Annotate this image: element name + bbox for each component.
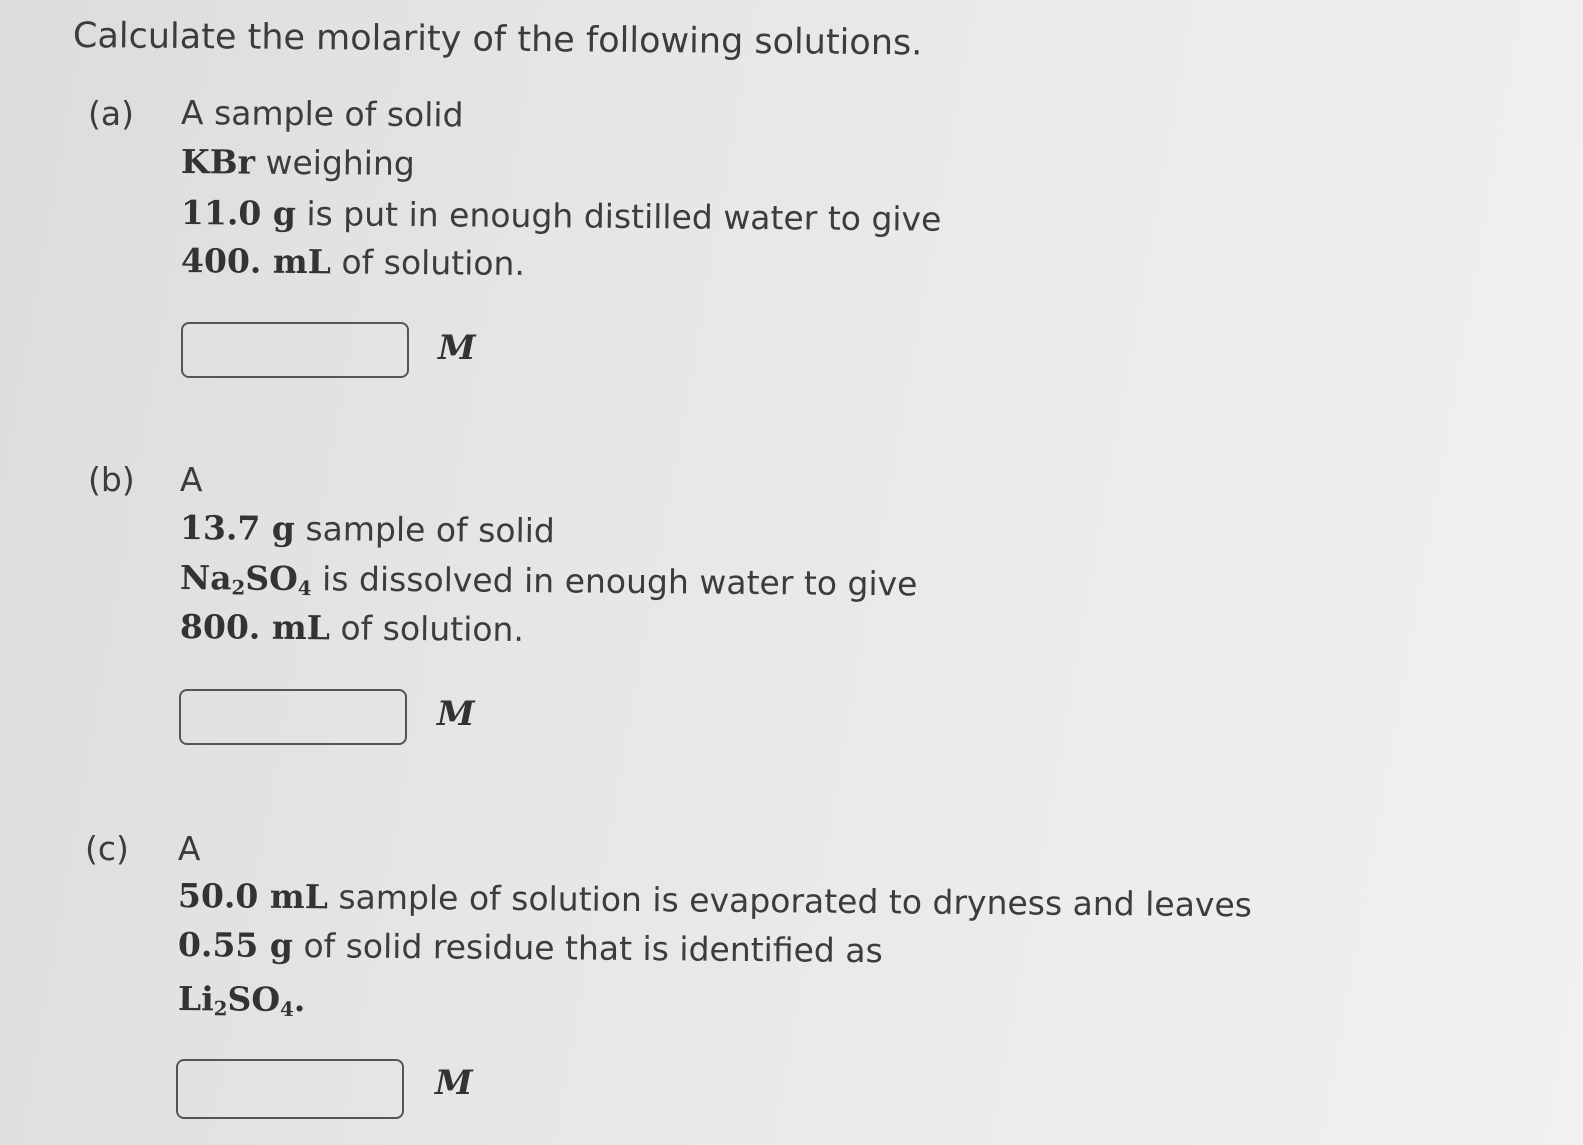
part-c-line-3-text: of solid residue that is identified as (292, 926, 883, 971)
part-a-compound: KBr (180, 142, 256, 182)
part-a-line-3-text: is put in enough distilled water to give (295, 194, 942, 239)
part-c-volume: 50.0 mL (177, 876, 329, 917)
question-title: Calculate the molarity of the following solutions. (72, 16, 923, 64)
part-b-label: (b) (88, 460, 135, 499)
part-b-line-4 (180, 607, 524, 649)
part-c-compound: $Li_2SO_4$. (177, 979, 306, 1021)
part-c-line-4 (178, 979, 306, 1019)
part-b-line-3 (180, 558, 918, 603)
part-c-line-2-text: sample of solution is evaporated to dryness and leaves (327, 877, 1253, 925)
part-a-answer-input[interactable] (181, 322, 409, 378)
part-b-line-1: A (179, 460, 203, 500)
part-c-line-3 (178, 925, 883, 970)
part-a-line-4-text: of solution. (330, 242, 526, 284)
part-c-line-2 (178, 876, 1252, 924)
part-b-compound: $Na_2SO_4$ (179, 558, 312, 601)
part-a-line-1: A sample of solid (180, 93, 464, 135)
part-b-answer-input[interactable] (179, 689, 407, 745)
part-b-volume: 800. mL (179, 607, 331, 648)
part-b-mass: 13.7 g (179, 508, 296, 549)
part-a-label: (a) (88, 94, 134, 133)
part-a-volume: 400. mL (180, 241, 332, 282)
part-b-line-3-text: is dissolved in enough water to give (311, 559, 918, 604)
part-b-unit: M (437, 694, 475, 734)
part-a-line-4 (181, 241, 525, 283)
part-a-line-3 (181, 193, 942, 239)
part-c-unit: M (435, 1063, 473, 1103)
part-c-line-1: A (177, 829, 201, 869)
part-a-mass: 11.0 g (180, 193, 297, 234)
part-b-line-4-text: of solution. (329, 608, 525, 650)
part-a-line-2-text: weighing (254, 142, 415, 184)
part-c-answer-input[interactable] (176, 1059, 404, 1119)
part-c-label: (c) (85, 829, 129, 868)
part-a-line-2 (181, 142, 415, 183)
part-b-line-2 (180, 508, 555, 550)
part-a-unit: M (438, 328, 476, 368)
part-b-line-2-text: sample of solid (294, 509, 556, 551)
part-c-mass: 0.55 g (177, 925, 294, 966)
